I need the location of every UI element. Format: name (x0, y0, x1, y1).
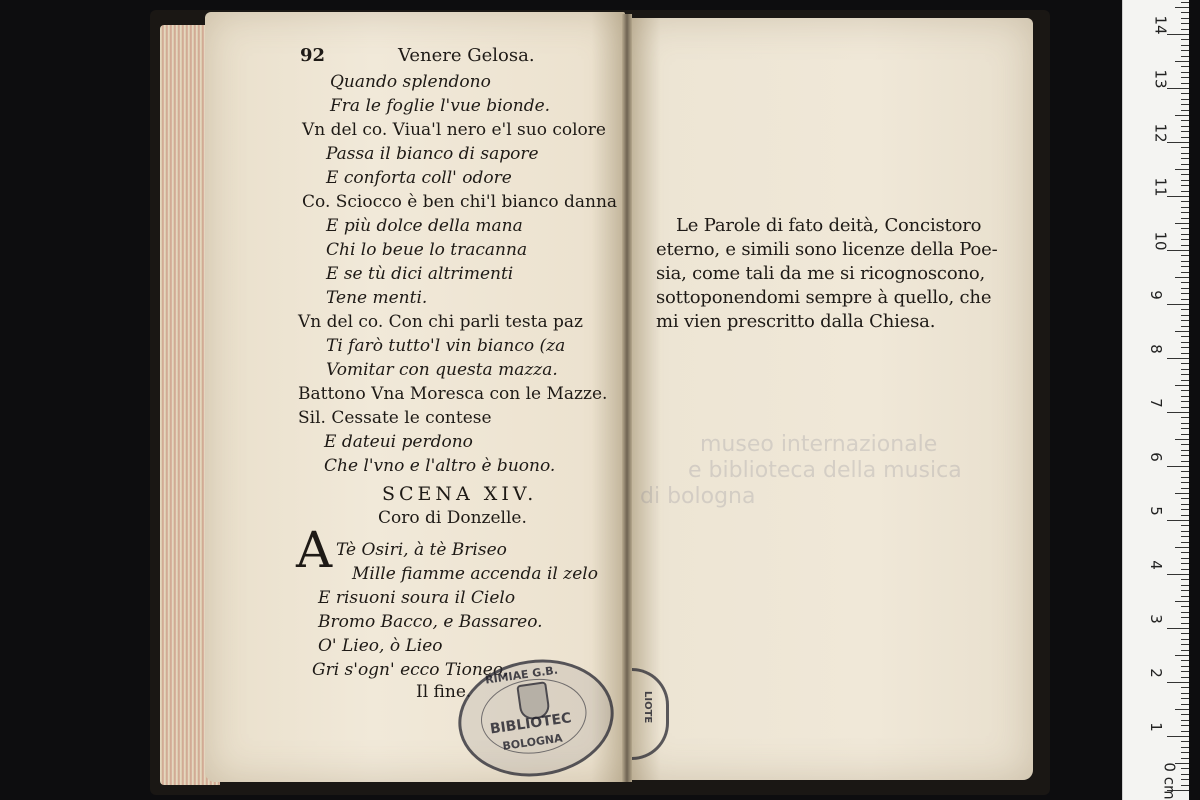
ruler-tick (1181, 353, 1189, 354)
verse-line: Sil. Cessate le contese (298, 408, 492, 428)
ruler-tick (1181, 369, 1189, 370)
ruler-tick (1181, 693, 1189, 694)
verse-line: E dateui perdono (324, 432, 473, 452)
ruler-tick (1181, 309, 1189, 310)
ruler-tick (1167, 250, 1189, 251)
ruler-tick (1181, 239, 1189, 240)
ruler-tick (1181, 725, 1189, 726)
ruler-tick (1167, 358, 1189, 359)
ruler-tick (1181, 83, 1189, 84)
ruler-tick (1181, 434, 1189, 435)
ruler-tick (1181, 39, 1189, 40)
end-mark: Il fine. (416, 682, 472, 702)
ruler-tick (1181, 326, 1189, 327)
ruler-tick (1181, 374, 1189, 375)
ruler-tick (1181, 50, 1189, 51)
ruler-tick (1181, 428, 1189, 429)
verse-line: E risuoni soura il Cielo (318, 588, 516, 608)
ruler-tick (1181, 450, 1189, 451)
ruler-tick (1181, 299, 1189, 300)
ruler-tick (1181, 515, 1189, 516)
ruler-label: 14 (1151, 15, 1170, 35)
ruler-label: 6 (1146, 452, 1165, 462)
ruler-tick (1181, 93, 1189, 94)
drop-cap: A (296, 521, 333, 579)
ruler-tick (1181, 779, 1189, 780)
ruler-label: 9 (1146, 290, 1165, 300)
ruler-tick (1175, 169, 1189, 170)
ruler-tick (1181, 29, 1189, 30)
ruler-label: 12 (1151, 123, 1170, 143)
page-number: 92 (300, 45, 326, 66)
ruler-tick (1181, 72, 1189, 73)
ruler-tick (1181, 747, 1189, 748)
ruler-tick (1181, 110, 1189, 111)
ruler-tick (1181, 174, 1189, 175)
ruler-tick (1181, 147, 1189, 148)
ruler-label: 13 (1151, 69, 1170, 89)
ruler-tick (1181, 158, 1189, 159)
ruler-tick (1167, 736, 1189, 737)
ruler-tick (1167, 628, 1189, 629)
ruler-tick (1181, 504, 1189, 505)
ruler-tick (1175, 439, 1189, 440)
ruler-tick (1181, 66, 1189, 67)
ruler-tick (1181, 558, 1189, 559)
ruler-tick (1181, 2, 1189, 3)
ruler-label: 3 (1146, 614, 1165, 624)
ruler-tick (1175, 547, 1189, 548)
ruler-tick (1175, 493, 1189, 494)
ruler-tick (1181, 714, 1189, 715)
ruler-tick (1181, 698, 1189, 699)
ruler-tick (1181, 320, 1189, 321)
ruler-tick (1181, 401, 1189, 402)
ruler-tick (1167, 88, 1189, 89)
stamp-text-bottom: BOLOGNA (501, 731, 564, 753)
ruler-label: 2 (1146, 668, 1165, 678)
ruler-tick (1181, 120, 1189, 121)
verse-line: E se tù dici altrimenti (326, 264, 514, 284)
ruler-label: 0 cm (1160, 762, 1179, 800)
verse-line: Ti farò tutto'l vin bianco (za (326, 336, 566, 356)
ruler-tick (1181, 396, 1189, 397)
stage-direction: Battono Vna Moresca con le Mazze. (298, 384, 608, 404)
ruler-tick (1167, 34, 1189, 35)
ruler-tick (1181, 639, 1189, 640)
ruler-tick (1181, 623, 1189, 624)
ruler-tick (1181, 644, 1189, 645)
ruler-tick (1175, 61, 1189, 62)
ruler-tick (1181, 477, 1189, 478)
ruler-tick (1181, 315, 1189, 316)
ruler-tick (1181, 444, 1189, 445)
ruler-tick (1181, 12, 1189, 13)
ruler-tick (1175, 655, 1189, 656)
ruler-tick (1181, 207, 1189, 208)
verse-line: Quando splendono (330, 72, 491, 92)
ruler-tick (1175, 385, 1189, 386)
ruler-tick (1181, 218, 1189, 219)
partial-stamp-text: LIOTE (642, 691, 653, 724)
running-head: Venere Gelosa. (398, 45, 535, 66)
note-line: eterno, e simili sono licenze della Poe- (656, 239, 998, 260)
ruler-tick (1181, 531, 1189, 532)
ruler-tick (1181, 23, 1189, 24)
ruler-tick (1181, 180, 1189, 181)
measurement-ruler (1122, 0, 1189, 800)
note-line: sottoponendomi sempre à quello, che (656, 287, 992, 308)
ruler-tick (1181, 633, 1189, 634)
ruler-tick (1181, 720, 1189, 721)
ruler-label: 4 (1146, 560, 1165, 570)
ruler-tick (1181, 153, 1189, 154)
ruler-tick (1181, 104, 1189, 105)
ruler-tick (1181, 596, 1189, 597)
ruler-tick (1181, 482, 1189, 483)
ruler-tick (1181, 423, 1189, 424)
verse-line: E conforta coll' odore (326, 168, 512, 188)
ruler-tick (1167, 520, 1189, 521)
note-line: mi vien prescritto dalla Chiesa. (656, 311, 936, 332)
scene-heading: SCENA XIV. (382, 483, 538, 505)
ruler-tick (1181, 488, 1189, 489)
ruler-tick (1175, 601, 1189, 602)
book-gutter (622, 14, 632, 782)
ruler-label: 10 (1151, 231, 1170, 251)
ruler-tick (1181, 660, 1189, 661)
ruler-tick (1181, 579, 1189, 580)
ruler-tick (1175, 115, 1189, 116)
ruler-tick (1181, 347, 1189, 348)
verse-line: O' Lieo, ò Lieo (318, 636, 443, 656)
watermark-line: museo internazionale (700, 432, 938, 457)
watermark-line: e biblioteca della musica (688, 458, 962, 483)
ruler-tick (1181, 407, 1189, 408)
ruler-tick (1181, 245, 1189, 246)
ruler-tick (1167, 304, 1189, 305)
ruler-tick (1175, 331, 1189, 332)
ruler-tick (1181, 606, 1189, 607)
ruler-tick (1181, 569, 1189, 570)
ruler-label: 7 (1146, 398, 1165, 408)
ruler-tick (1181, 272, 1189, 273)
ruler-tick (1181, 56, 1189, 57)
ruler-tick (1181, 741, 1189, 742)
ruler-tick (1167, 574, 1189, 575)
scene-subheading: Coro di Donzelle. (378, 508, 527, 528)
ruler-tick (1181, 525, 1189, 526)
ruler-tick (1181, 590, 1189, 591)
stamp-text-middle: BIBLIOTEC (489, 710, 573, 738)
verse-line: Vn del co. Con chi parli testa paz (298, 312, 583, 332)
verse-line: Vn del co. Viua'l nero e'l suo colore (302, 120, 606, 140)
ruler-tick (1181, 137, 1189, 138)
ruler-tick (1181, 77, 1189, 78)
ruler-tick (1181, 380, 1189, 381)
ruler-tick (1181, 752, 1189, 753)
ruler-tick (1181, 542, 1189, 543)
ruler-tick (1167, 196, 1189, 197)
ruler-tick (1181, 536, 1189, 537)
ruler-tick (1181, 498, 1189, 499)
ruler-tick (1181, 18, 1189, 19)
ruler-tick (1181, 617, 1189, 618)
ruler-tick (1181, 255, 1189, 256)
ruler-tick (1181, 185, 1189, 186)
ruler-tick (1181, 261, 1189, 262)
ruler-tick (1181, 288, 1189, 289)
ruler-tick (1181, 785, 1189, 786)
ruler-label: 1 (1146, 722, 1165, 732)
verse-line: Fra le foglie l'vue bionde. (330, 96, 551, 116)
ruler-tick (1181, 164, 1189, 165)
ruler-tick (1181, 126, 1189, 127)
ruler-tick (1181, 677, 1189, 678)
verse-line: Chi lo beue lo tracanna (326, 240, 528, 260)
verse-line: Co. Sciocco è ben chi'l bianco danna (302, 192, 618, 212)
ruler-tick (1175, 709, 1189, 710)
ruler-tick (1175, 277, 1189, 278)
ruler-tick (1181, 191, 1189, 192)
ruler-tick (1181, 45, 1189, 46)
ruler-tick (1167, 466, 1189, 467)
ruler-tick (1181, 234, 1189, 235)
ruler-tick (1181, 293, 1189, 294)
verse-line: Tene menti. (326, 288, 428, 308)
ruler-tick (1181, 731, 1189, 732)
verse-line: Passa il bianco di sapore (326, 144, 539, 164)
ruler-tick (1181, 131, 1189, 132)
ruler-tick (1181, 390, 1189, 391)
verse-line: Tè Osiri, à tè Briseo (336, 540, 507, 560)
ruler-tick (1181, 509, 1189, 510)
ruler-tick (1181, 201, 1189, 202)
ruler-tick (1181, 666, 1189, 667)
ruler-tick (1181, 687, 1189, 688)
ruler-tick (1181, 563, 1189, 564)
ruler-tick (1181, 417, 1189, 418)
ruler-tick (1181, 471, 1189, 472)
ruler-tick (1167, 682, 1189, 683)
verse-line: Vomitar con questa mazza. (326, 360, 558, 380)
ruler-tick (1181, 336, 1189, 337)
verse-line: E più dolce della mana (326, 216, 523, 236)
ruler-tick (1181, 99, 1189, 100)
ruler-tick (1181, 363, 1189, 364)
ruler-tick (1175, 223, 1189, 224)
ruler-tick (1181, 768, 1189, 769)
verse-line: Gri s'ogn' ecco Tioneo, (312, 660, 509, 680)
ruler-tick (1181, 266, 1189, 267)
ruler-tick (1175, 7, 1189, 8)
ruler-tick (1167, 142, 1189, 143)
note-line: Le Parole di fato deità, Concistoro (676, 215, 982, 236)
ruler-tick (1181, 650, 1189, 651)
ruler-tick (1181, 774, 1189, 775)
watermark-line: di bologna (640, 484, 756, 509)
verse-line: Bromo Bacco, e Bassareo. (318, 612, 543, 632)
ruler-tick (1181, 455, 1189, 456)
ruler-tick (1181, 212, 1189, 213)
ruler-label: 8 (1146, 344, 1165, 354)
ruler-tick (1181, 671, 1189, 672)
stamp-text-top: RIMIAE G.B. (484, 663, 559, 687)
ruler-tick (1181, 228, 1189, 229)
ruler-tick (1181, 461, 1189, 462)
ruler-label: 11 (1151, 177, 1170, 197)
ruler-tick (1181, 704, 1189, 705)
verse-line: Mille fiamme accenda il zelo (352, 564, 598, 584)
ruler-tick (1167, 412, 1189, 413)
ruler-tick (1181, 585, 1189, 586)
ruler-tick (1181, 552, 1189, 553)
right-page (628, 18, 1033, 780)
note-line: sia, come tali da me si ricognoscono, (656, 263, 986, 284)
ruler-tick (1181, 282, 1189, 283)
ruler-label: 5 (1146, 506, 1165, 516)
ruler-tick (1181, 758, 1189, 759)
ruler-tick (1181, 342, 1189, 343)
verse-line: Che l'vno e l'altro è buono. (324, 456, 556, 476)
ruler-tick (1181, 612, 1189, 613)
